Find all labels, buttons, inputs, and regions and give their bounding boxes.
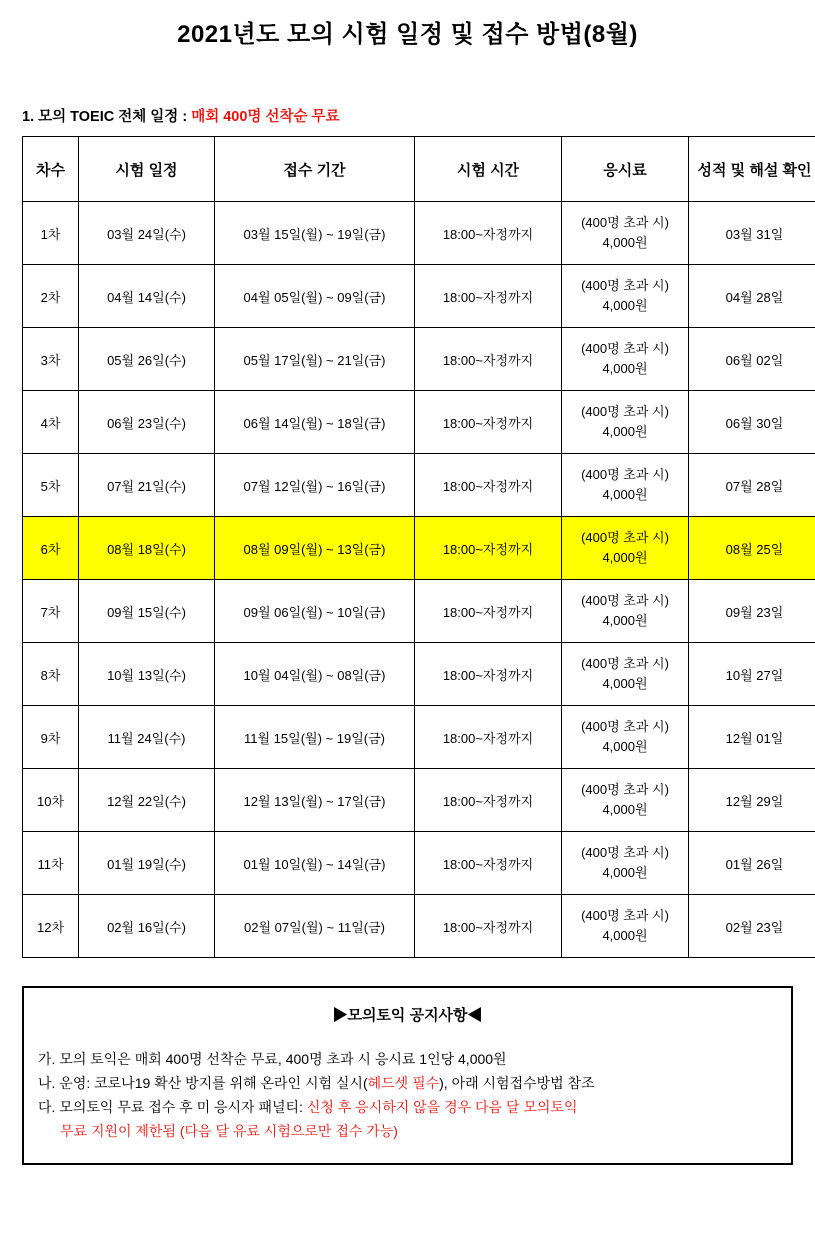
cell-apply-period: 12월 13일(월) ~ 17일(금) [215, 769, 415, 832]
cell-result-date: 01월 26일 [689, 832, 815, 895]
cell-apply-period: 03월 15일(월) ~ 19일(금) [215, 202, 415, 265]
cell-exam-date: 06월 23일(수) [79, 391, 215, 454]
fee-condition: (400명 초과 시) [562, 654, 688, 674]
column-header-apply-period: 접수 기간 [215, 137, 415, 202]
column-header-result: 성적 및 해설 확인 [689, 137, 815, 202]
cell-exam-date: 09월 15일(수) [79, 580, 215, 643]
fee-condition: (400명 초과 시) [562, 528, 688, 548]
table-row [23, 706, 815, 769]
cell-apply-period: 01월 10일(월) ~ 14일(금) [215, 832, 415, 895]
cell-exam-date: 10월 13일(수) [79, 643, 215, 706]
notice-item [38, 1119, 777, 1143]
cell-exam-time: 18:00~자정까지 [415, 895, 562, 958]
notice-item-label: 나. [38, 1075, 55, 1091]
column-header-exam-time: 시험 시간 [415, 137, 562, 202]
notice-item [38, 1071, 777, 1095]
cell-result-date: 06월 30일 [689, 391, 815, 454]
table-row [23, 454, 815, 517]
notice-item-list [38, 1047, 777, 1143]
cell-fee [562, 391, 689, 454]
table-row [23, 769, 815, 832]
cell-exam-date: 05월 26일(수) [79, 328, 215, 391]
fee-amount: 4,000원 [562, 800, 688, 820]
cell-exam-time: 18:00~자정까지 [415, 832, 562, 895]
cell-round: 3차 [23, 328, 79, 391]
fee-condition: (400명 초과 시) [562, 843, 688, 863]
table-row [23, 202, 815, 265]
notice-item-text: 운영: 코로나19 확산 방지를 위해 온라인 시험 실시( [55, 1075, 367, 1091]
cell-exam-time: 18:00~자정까지 [415, 769, 562, 832]
table-header-row [23, 137, 815, 202]
cell-fee [562, 706, 689, 769]
cell-fee [562, 832, 689, 895]
cell-exam-date: 11월 24일(수) [79, 706, 215, 769]
notice-item-text: 헤드셋 필수 [368, 1075, 440, 1091]
cell-result-date: 02월 23일 [689, 895, 815, 958]
schedule-table [22, 136, 815, 958]
cell-exam-time: 18:00~자정까지 [415, 202, 562, 265]
cell-round: 1차 [23, 202, 79, 265]
fee-condition: (400명 초과 시) [562, 717, 688, 737]
cell-exam-time: 18:00~자정까지 [415, 706, 562, 769]
table-body [23, 202, 815, 958]
cell-exam-date: 08월 18일(수) [79, 517, 215, 580]
notice-item-label: 다. [38, 1099, 55, 1115]
column-header-round: 차수 [23, 137, 79, 202]
cell-fee [562, 265, 689, 328]
table-row [23, 265, 815, 328]
fee-condition: (400명 초과 시) [562, 591, 688, 611]
fee-condition: (400명 초과 시) [562, 213, 688, 233]
table-row [23, 895, 815, 958]
fee-amount: 4,000원 [562, 422, 688, 442]
cell-exam-date: 02월 16일(수) [79, 895, 215, 958]
section-1-highlight: 매회 400명 선착순 무료 [191, 109, 339, 125]
cell-fee [562, 202, 689, 265]
fee-amount: 4,000원 [562, 611, 688, 631]
fee-condition: (400명 초과 시) [562, 276, 688, 296]
cell-exam-time: 18:00~자정까지 [415, 265, 562, 328]
fee-condition: (400명 초과 시) [562, 906, 688, 926]
fee-condition: (400명 초과 시) [562, 339, 688, 359]
notice-item [38, 1047, 777, 1071]
fee-amount: 4,000원 [562, 674, 688, 694]
notice-item-text: 신청 후 응시하지 않을 경우 다음 달 모의토익 [307, 1099, 578, 1115]
cell-apply-period: 02월 07일(월) ~ 11일(금) [215, 895, 415, 958]
cell-result-date: 08월 25일 [689, 517, 815, 580]
cell-result-date: 12월 01일 [689, 706, 815, 769]
cell-apply-period: 08월 09일(월) ~ 13일(금) [215, 517, 415, 580]
cell-exam-time: 18:00~자정까지 [415, 454, 562, 517]
table-row [23, 391, 815, 454]
cell-fee [562, 454, 689, 517]
cell-exam-time: 18:00~자정까지 [415, 580, 562, 643]
cell-exam-time: 18:00~자정까지 [415, 391, 562, 454]
cell-apply-period: 07월 12일(월) ~ 16일(금) [215, 454, 415, 517]
cell-apply-period: 09월 06일(월) ~ 10일(금) [215, 580, 415, 643]
cell-exam-date: 04월 14일(수) [79, 265, 215, 328]
cell-round: 11차 [23, 832, 79, 895]
table-row [23, 328, 815, 391]
cell-exam-time: 18:00~자정까지 [415, 328, 562, 391]
fee-amount: 4,000원 [562, 548, 688, 568]
cell-fee [562, 580, 689, 643]
fee-amount: 4,000원 [562, 737, 688, 757]
cell-round: 8차 [23, 643, 79, 706]
cell-exam-time: 18:00~자정까지 [415, 643, 562, 706]
cell-exam-date: 07월 21일(수) [79, 454, 215, 517]
fee-amount: 4,000원 [562, 233, 688, 253]
table-header [23, 137, 815, 202]
cell-round: 7차 [23, 580, 79, 643]
cell-apply-period: 06월 14일(월) ~ 18일(금) [215, 391, 415, 454]
cell-fee [562, 517, 689, 580]
cell-round: 9차 [23, 706, 79, 769]
fee-amount: 4,000원 [562, 296, 688, 316]
fee-condition: (400명 초과 시) [562, 465, 688, 485]
fee-amount: 4,000원 [562, 485, 688, 505]
fee-condition: (400명 초과 시) [562, 780, 688, 800]
cell-apply-period: 11월 15일(월) ~ 19일(금) [215, 706, 415, 769]
notice-item-label: 가. [38, 1051, 55, 1067]
notice-item-text: 모의 토익은 매회 400명 선착순 무료, 400명 초과 시 응시료 1인당 4,000원 [55, 1051, 506, 1067]
table-row [23, 832, 815, 895]
cell-round: 6차 [23, 517, 79, 580]
fee-amount: 4,000원 [562, 359, 688, 379]
notice-box [22, 986, 793, 1165]
table-row [23, 517, 815, 580]
cell-apply-period: 05월 17일(월) ~ 21일(금) [215, 328, 415, 391]
cell-apply-period: 10월 04일(월) ~ 08일(금) [215, 643, 415, 706]
cell-round: 10차 [23, 769, 79, 832]
table-row [23, 580, 815, 643]
cell-result-date: 12월 29일 [689, 769, 815, 832]
cell-fee [562, 643, 689, 706]
section-1-heading [22, 105, 793, 126]
cell-exam-date: 03월 24일(수) [79, 202, 215, 265]
document-page [0, 14, 815, 1237]
cell-result-date: 03월 31일 [689, 202, 815, 265]
cell-result-date: 09월 23일 [689, 580, 815, 643]
cell-exam-time: 18:00~자정까지 [415, 517, 562, 580]
fee-amount: 4,000원 [562, 863, 688, 883]
cell-round: 12차 [23, 895, 79, 958]
column-header-exam-date: 시험 일정 [79, 137, 215, 202]
cell-round: 5차 [23, 454, 79, 517]
cell-fee [562, 328, 689, 391]
cell-result-date: 07월 28일 [689, 454, 815, 517]
fee-condition: (400명 초과 시) [562, 402, 688, 422]
notice-item [38, 1095, 777, 1119]
column-header-fee: 응시료 [562, 137, 689, 202]
page-title: 2021년도 모의 시험 일정 및 접수 방법(8월) [22, 14, 793, 49]
cell-fee [562, 769, 689, 832]
notice-item-text: 모의토익 무료 접수 후 미 응시자 패널티: [55, 1099, 306, 1115]
table-row [23, 643, 815, 706]
cell-round: 4차 [23, 391, 79, 454]
section-1-prefix: 1. 모의 TOEIC 전체 일정 : [22, 109, 191, 125]
cell-exam-date: 01월 19일(수) [79, 832, 215, 895]
cell-fee [562, 895, 689, 958]
notice-title: ▶모의토익 공지사항◀ [38, 1004, 777, 1025]
cell-apply-period: 04월 05일(월) ~ 09일(금) [215, 265, 415, 328]
cell-result-date: 10월 27일 [689, 643, 815, 706]
notice-item-text: ), 아래 시험접수방법 참조 [439, 1075, 594, 1091]
cell-exam-date: 12월 22일(수) [79, 769, 215, 832]
cell-result-date: 04월 28일 [689, 265, 815, 328]
cell-result-date: 06월 02일 [689, 328, 815, 391]
fee-amount: 4,000원 [562, 926, 688, 946]
notice-item-text: 무료 지원이 제한됨 (다음 달 유료 시험으로만 접수 가능) [60, 1123, 398, 1139]
cell-round: 2차 [23, 265, 79, 328]
